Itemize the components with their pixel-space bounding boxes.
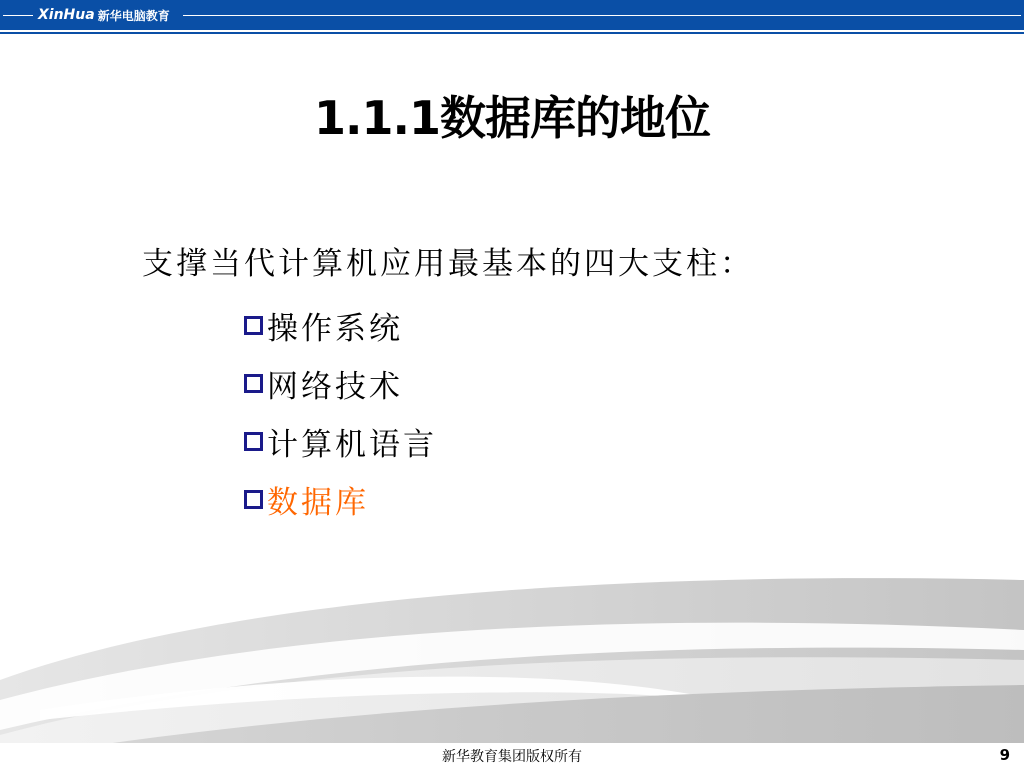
bullet-label: 网络技术 (267, 368, 403, 405)
header-rule-right (183, 15, 1021, 16)
square-bullet-icon (244, 374, 263, 393)
bullet-item-database (244, 470, 437, 528)
bullet-label: 操作系统 (267, 310, 403, 347)
bullet-list (244, 296, 437, 528)
square-bullet-icon (244, 316, 263, 335)
brand-name: 新华电脑教育 (97, 8, 170, 23)
slide-title: 1.1.1数据库的地位 (314, 91, 710, 145)
brand-logo-text: XinHua (38, 7, 95, 23)
intro-text: 支撑当代计算机应用最基本的四大支柱： (142, 246, 754, 282)
footer-copyright: 新华教育集团版权所有 (442, 749, 582, 765)
header-rule-left (3, 15, 33, 16)
bullet-item-os (244, 296, 437, 354)
bullet-item-network (244, 354, 437, 412)
header-bar (0, 0, 1024, 32)
brand-logo (38, 6, 170, 24)
page-number: 9 (999, 746, 1010, 764)
decorative-swoosh (0, 560, 1024, 768)
bullet-item-language (244, 412, 437, 470)
square-bullet-icon (244, 432, 263, 451)
bullet-label-highlighted: 数据库 (267, 484, 369, 521)
square-bullet-icon (244, 490, 263, 509)
bullet-label: 计算机语言 (267, 426, 437, 463)
